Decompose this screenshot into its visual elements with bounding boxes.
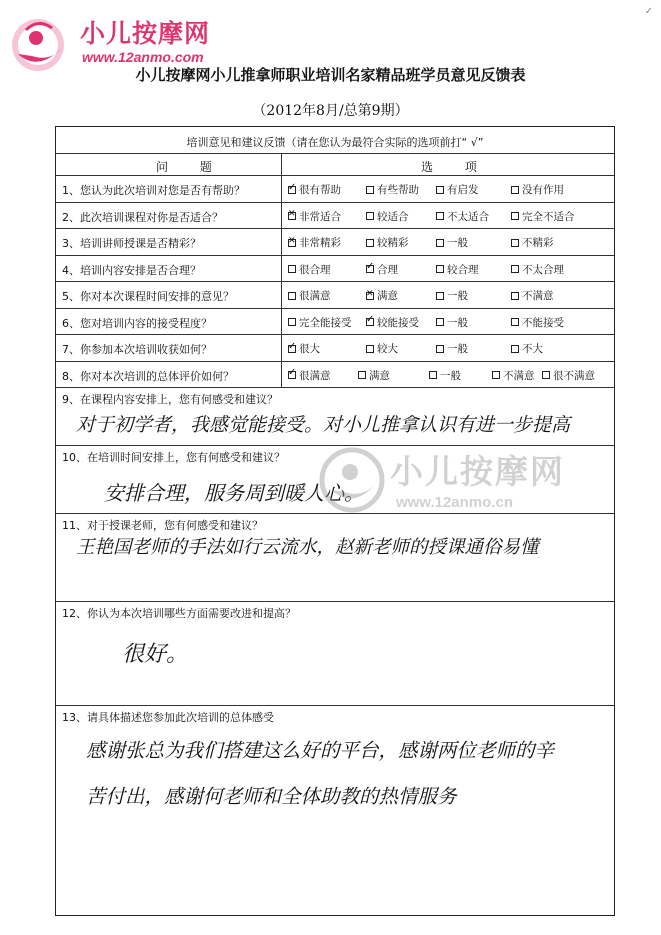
answer-13-line-2: 苦付出，感谢何老师和全体助教的热情服务 bbox=[86, 785, 457, 808]
option-q3-3[interactable] bbox=[436, 235, 468, 250]
option-q4-3[interactable] bbox=[436, 262, 479, 277]
option-label: 很满意 bbox=[299, 369, 331, 382]
option-label: 合理 bbox=[377, 263, 398, 276]
question-5: 5、你对本次课程时间安排的意见？ bbox=[62, 290, 234, 303]
option-q6-2[interactable] bbox=[366, 315, 419, 330]
checkbox[interactable] bbox=[366, 186, 374, 194]
checkbox[interactable] bbox=[366, 345, 374, 353]
option-label: 一般 bbox=[440, 369, 461, 382]
checkbox[interactable] bbox=[288, 265, 296, 273]
question-8: 8、你对本次培训的总体评价如何？ bbox=[62, 369, 234, 383]
option-q7-3[interactable] bbox=[436, 341, 468, 356]
option-label: 非常适合 bbox=[299, 210, 341, 223]
column-header-question: 问 题 bbox=[156, 160, 226, 174]
checkbox[interactable] bbox=[436, 265, 444, 273]
open-question-12: 12、你认为本次培训哪些方面需要改进和提高？ bbox=[62, 607, 296, 620]
option-label: 不太适合 bbox=[447, 210, 489, 223]
checkbox[interactable] bbox=[288, 186, 296, 194]
option-q4-2[interactable] bbox=[366, 262, 398, 277]
option-q4-1[interactable] bbox=[288, 262, 331, 277]
checkbox[interactable] bbox=[288, 345, 296, 353]
option-label: 有些帮助 bbox=[377, 184, 419, 196]
checkbox[interactable] bbox=[288, 212, 296, 220]
answer-13-line-1: 感谢张总为我们搭建这么好的平台，感谢两位老师的辛 bbox=[86, 739, 555, 762]
option-q2-1[interactable] bbox=[288, 209, 341, 224]
checkbox[interactable] bbox=[288, 292, 296, 300]
checkbox[interactable] bbox=[511, 186, 519, 194]
page-title: 小儿按摩网小儿推拿师职业培训名家精品班学员意见反馈表 bbox=[135, 66, 526, 84]
option-label: 一般 bbox=[447, 290, 468, 302]
option-q3-1[interactable] bbox=[288, 235, 341, 250]
question-3: 3、培训讲师授课是否精彩？ bbox=[62, 237, 201, 250]
option-q4-4[interactable] bbox=[511, 262, 564, 277]
option-q8-2[interactable] bbox=[358, 368, 390, 383]
option-q8-4[interactable] bbox=[492, 368, 535, 383]
option-label: 较能接受 bbox=[377, 316, 419, 329]
checkbox[interactable] bbox=[511, 212, 519, 220]
checkbox[interactable] bbox=[436, 186, 444, 194]
watermark-name: 小儿按摩网 bbox=[390, 452, 565, 491]
question-6: 6、您对培训内容的接受程度？ bbox=[62, 316, 212, 330]
option-label: 不满意 bbox=[522, 290, 554, 302]
checkbox[interactable] bbox=[366, 292, 374, 300]
option-label: 很不满意 bbox=[553, 369, 595, 382]
checkbox[interactable] bbox=[288, 239, 296, 247]
checkbox[interactable] bbox=[511, 265, 519, 273]
checkbox[interactable] bbox=[436, 292, 444, 300]
option-q1-1[interactable] bbox=[288, 182, 341, 197]
column-header-options: 选 项 bbox=[421, 160, 491, 174]
corner-mark: ✓ bbox=[644, 6, 653, 17]
option-q7-1[interactable] bbox=[288, 341, 320, 356]
option-label: 很合理 bbox=[299, 263, 331, 276]
checkbox[interactable] bbox=[436, 239, 444, 247]
option-q8-3[interactable] bbox=[429, 368, 461, 383]
answer-11: 王艳国老师的手法如行云流水，赵新老师的授课通俗易懂 bbox=[76, 537, 539, 558]
option-label: 不满意 bbox=[503, 369, 535, 382]
checkbox[interactable] bbox=[511, 292, 519, 300]
checkbox[interactable] bbox=[511, 345, 519, 353]
checkbox[interactable] bbox=[511, 239, 519, 247]
watermark-emblem-icon bbox=[318, 440, 388, 520]
option-label: 不能接受 bbox=[522, 316, 564, 329]
checkbox[interactable] bbox=[436, 212, 444, 220]
option-q8-1[interactable] bbox=[288, 368, 331, 383]
option-q3-2[interactable] bbox=[366, 235, 409, 250]
option-label: 很满意 bbox=[299, 290, 331, 302]
option-label: 较精彩 bbox=[377, 237, 409, 249]
open-question-13: 13、请具体描述您参加此次培训的总体感受 bbox=[62, 711, 274, 724]
option-label: 很大 bbox=[299, 343, 320, 355]
checkbox[interactable] bbox=[429, 371, 437, 379]
page-subtitle: （2012年8月/总第9期） bbox=[252, 103, 409, 119]
checkbox[interactable] bbox=[492, 371, 500, 379]
checkbox[interactable] bbox=[366, 239, 374, 247]
option-q1-4[interactable] bbox=[511, 182, 564, 197]
option-label: 不太合理 bbox=[522, 263, 564, 276]
watermark-url: www.12anmo.cn bbox=[396, 494, 513, 511]
option-label: 有启发 bbox=[447, 184, 479, 196]
option-q5-1[interactable] bbox=[288, 288, 331, 303]
option-q5-3[interactable] bbox=[436, 288, 468, 303]
option-q2-3[interactable] bbox=[436, 209, 489, 224]
option-q1-3[interactable] bbox=[436, 182, 479, 197]
checkbox[interactable] bbox=[288, 318, 296, 326]
question-2: 2、此次培训课程对你是否适合？ bbox=[62, 210, 223, 224]
checkbox[interactable] bbox=[436, 345, 444, 353]
option-label: 不精彩 bbox=[522, 237, 554, 249]
checkbox[interactable] bbox=[542, 371, 550, 379]
open-question-9: 9、在课程内容安排上，您有何感受和建议？ bbox=[62, 393, 278, 406]
option-q6-1[interactable] bbox=[288, 315, 352, 330]
table-header: 培训意见和建议反馈（请在您认为最符合实际的选项前打“ √” bbox=[186, 136, 484, 149]
option-label: 较合理 bbox=[447, 263, 479, 276]
open-question-11: 11、对于授课老师，您有何感受和建议？ bbox=[62, 519, 263, 532]
logo-url: www.12anmo.com bbox=[82, 49, 204, 65]
option-q5-2[interactable] bbox=[366, 288, 398, 303]
question-7: 7、你参加本次培训收获如何？ bbox=[62, 343, 212, 356]
question-4: 4、培训内容安排是否合理？ bbox=[62, 263, 201, 277]
option-label: 满意 bbox=[377, 290, 398, 302]
checkbox[interactable] bbox=[366, 318, 374, 326]
logo-name: 小儿按摩网 bbox=[80, 19, 211, 48]
checkbox[interactable] bbox=[436, 318, 444, 326]
option-q6-3[interactable] bbox=[436, 315, 468, 330]
option-q7-4[interactable] bbox=[511, 341, 543, 356]
answer-9: 对于初学者，我感觉能接受。对小儿推拿认识有进一步提高 bbox=[76, 414, 571, 436]
checkbox[interactable] bbox=[366, 265, 374, 273]
option-label: 一般 bbox=[447, 316, 468, 329]
checkbox[interactable] bbox=[358, 371, 366, 379]
option-label: 完全能接受 bbox=[299, 316, 352, 329]
option-label: 很有帮助 bbox=[299, 184, 341, 196]
option-label: 不大 bbox=[522, 343, 543, 355]
answer-10: 安排合理，服务周到暖人心。 bbox=[104, 481, 364, 505]
option-label: 一般 bbox=[447, 343, 468, 355]
option-q3-4[interactable] bbox=[511, 235, 554, 250]
option-q2-2[interactable] bbox=[366, 209, 409, 224]
option-label: 较适合 bbox=[377, 210, 409, 223]
option-label: 非常精彩 bbox=[299, 237, 341, 249]
option-q2-4[interactable] bbox=[511, 209, 575, 224]
option-q1-2[interactable] bbox=[366, 182, 419, 197]
option-label: 较大 bbox=[377, 343, 398, 355]
option-q7-2[interactable] bbox=[366, 341, 398, 356]
option-label: 满意 bbox=[369, 369, 390, 382]
option-label: 完全不适合 bbox=[522, 210, 575, 223]
watermark bbox=[318, 438, 608, 528]
checkbox[interactable] bbox=[288, 371, 296, 379]
checkbox[interactable] bbox=[511, 318, 519, 326]
question-1: 1、您认为此次培训对您是否有帮助？ bbox=[62, 184, 245, 197]
answer-12: 很好。 bbox=[122, 642, 189, 667]
open-question-10: 10、在培训时间安排上，您有何感受和建议？ bbox=[62, 451, 285, 464]
option-q6-4[interactable] bbox=[511, 315, 564, 330]
option-q5-4[interactable] bbox=[511, 288, 554, 303]
option-q8-5[interactable] bbox=[542, 368, 595, 383]
option-label: 没有作用 bbox=[522, 184, 564, 196]
checkbox[interactable] bbox=[366, 212, 374, 220]
option-label: 一般 bbox=[447, 237, 468, 249]
